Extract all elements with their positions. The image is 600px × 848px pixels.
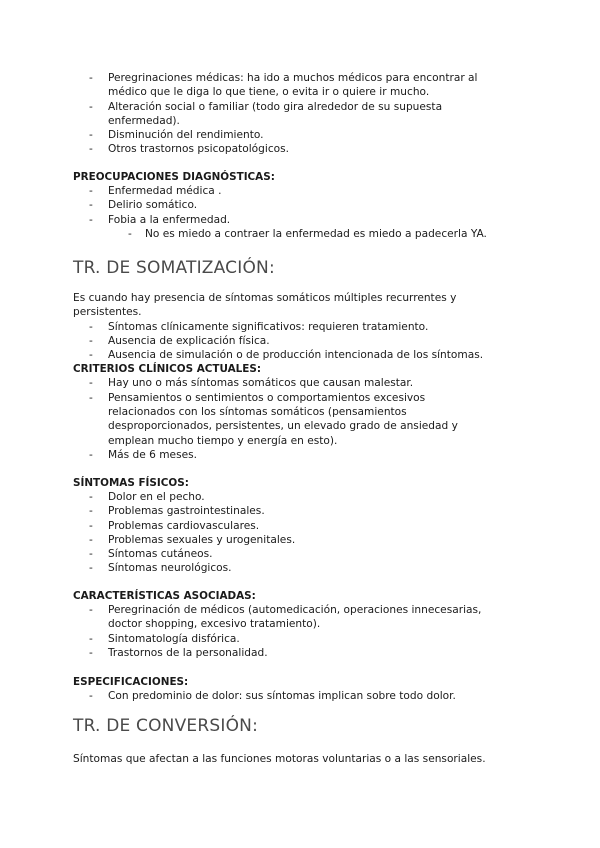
list-item: - Problemas gastrointestinales. bbox=[89, 505, 265, 518]
list-item: - Ausencia de simulación o de producción intencionada de los síntomas. bbox=[89, 349, 484, 362]
section-heading: SÍNTOMAS FÍSICOS: bbox=[73, 477, 189, 489]
paragraph-line: Síntomas que afectan a las funciones motoras voluntarias o a las sensoriales. bbox=[73, 753, 486, 765]
section-preocupaciones bbox=[73, 170, 533, 241]
section-conversion bbox=[73, 716, 533, 736]
list-item: - Problemas sexuales y urogenitales. bbox=[89, 533, 296, 546]
list-item: - Peregrinaciones médicas: ha ido a muchos médicos para encontrar al médico que le diga lo que tiene, o evita ir o quiere ir mucho. bbox=[89, 72, 478, 99]
list-item: - Ausencia de explicación física. bbox=[89, 334, 270, 347]
list-item: - Peregrinación de médicos (automedicación, operaciones innecesarias, doctor shopping, excesivo tratamiento). bbox=[89, 604, 482, 631]
conversion-body bbox=[73, 752, 533, 766]
list-item: - Problemas cardiovasculares. bbox=[89, 519, 260, 532]
section-especificaciones bbox=[73, 675, 533, 703]
section-heading: ESPECIFICACIONES: bbox=[73, 676, 189, 688]
list-item: - Síntomas cutáneos. bbox=[89, 548, 213, 561]
list-item: - Síntomas clínicamente significativos: requieren tratamiento. bbox=[89, 320, 429, 333]
section-title: TR. DE SOMATIZACIÓN: bbox=[73, 258, 275, 278]
section-somatizacion bbox=[73, 258, 533, 278]
list-item: - Enfermedad médica . bbox=[89, 185, 222, 197]
section-sintomas-fisicos bbox=[73, 476, 533, 576]
section-heading: PREOCUPACIONES DIAGNÓSTICAS: bbox=[73, 171, 275, 183]
list-item: - Síntomas neurológicos. bbox=[89, 562, 232, 575]
list-item: - Pensamientos o sentimientos o comportamientos excesivos relacionados con los síntomas somáticos (pensamientos desproporcionados, persistentes, un elevado grado de ansiedad y emplean mucho tiempo y energía en esto). bbox=[89, 391, 458, 447]
paragraph-line: persistentes. bbox=[73, 306, 142, 319]
section-heading: CARACTERÍSTICAS ASOCIADAS: bbox=[73, 590, 256, 602]
list-item: - Trastornos de la personalidad. bbox=[89, 646, 268, 659]
list-top bbox=[73, 71, 533, 157]
section-caracteristicas bbox=[73, 589, 533, 660]
list-item: - Hay uno o más síntomas somáticos que causan malestar. bbox=[89, 377, 414, 390]
paragraph-line: Es cuando hay presencia de síntomas somáticos múltiples recurrentes y bbox=[73, 292, 457, 304]
list-item: - Más de 6 meses. bbox=[89, 448, 197, 461]
section-title: TR. DE CONVERSIÓN: bbox=[73, 716, 259, 736]
list-item: - Disminución del rendimiento. bbox=[89, 129, 264, 142]
list-item: - Delirio somático. bbox=[89, 199, 198, 212]
list-subitem: - No es miedo a contraer la enfermedad es miedo a padecerla YA. bbox=[128, 227, 487, 240]
list-item: - Otros trastornos psicopatológicos. bbox=[89, 143, 290, 156]
somatizacion-body bbox=[73, 291, 533, 462]
section-heading: CRITERIOS CLÍNICOS ACTUALES: bbox=[73, 363, 261, 376]
list-item: - Dolor en el pecho. bbox=[89, 491, 205, 503]
list-item: - Alteración social o familiar (todo gira alrededor de su supuesta enfermedad). bbox=[89, 100, 443, 127]
list-item: - Sintomatología disfórica. bbox=[89, 632, 240, 645]
list-item: - Con predominio de dolor: sus síntomas implican sobre todo dolor. bbox=[89, 690, 456, 702]
list-item: - Fobia a la enfermedad. bbox=[89, 213, 231, 226]
